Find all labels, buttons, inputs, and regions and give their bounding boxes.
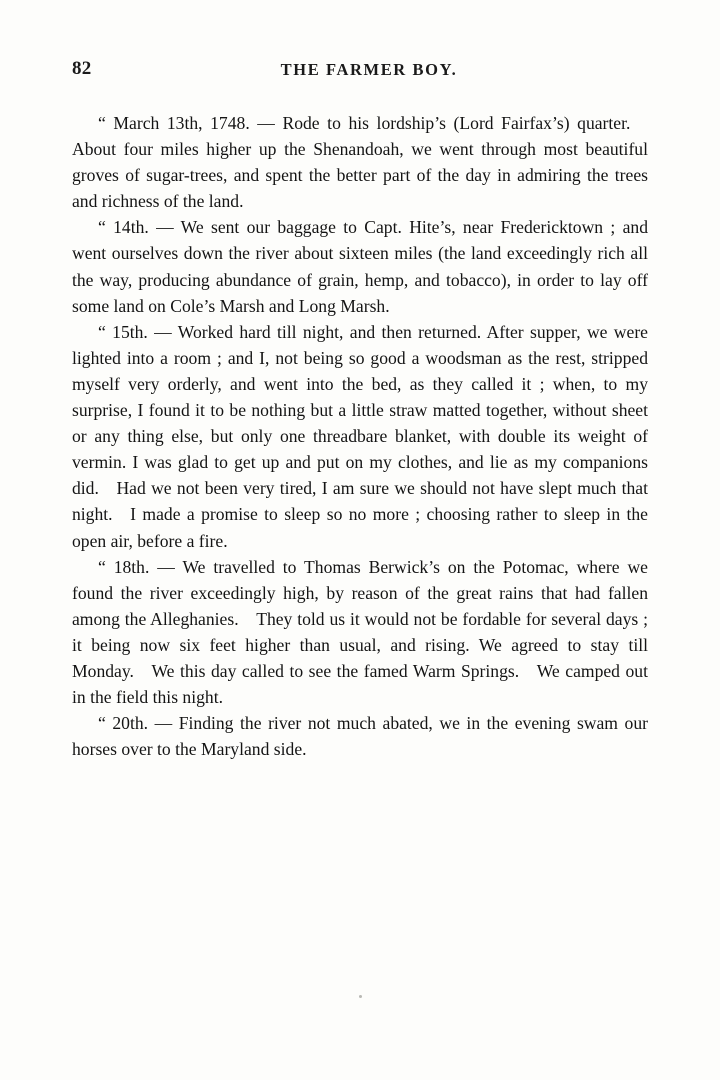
paragraph: “ 15th. — Worked hard till night, and then returned. After supper, we were lighted into a room ; and I, not being so good a woodsman as the rest, stripped myself very orderly, and went into the bed, as they called it ; when, to my surprise, I found it to be nothing but a little straw matted together, without sheet or any thing else, but only one threadbare blanket, with double its weight of vermin. I was glad to get up and put on my clothes, and lie as my companions did. Had we not been very tired, I am sure we should not have slept much that night. I made a promise to sleep so no more ; choosing rather to sleep in the open air, before a fire. (72, 321, 648, 551)
page-content (72, 58, 648, 762)
running-title: THE FARMER BOY. (280, 60, 458, 79)
paragraph: “ 20th. — Finding the river not much abated, we in the evening swam our horses over to the Maryland side. (72, 713, 648, 760)
page-number: 82 (72, 58, 92, 79)
body-text (72, 110, 648, 762)
paragraph: “ 18th. — We travelled to Thomas Berwick’s on the Potomac, where we found the river exceedingly high, by reason of the great rains that had fallen among the Alleghanies. They told us it would not be fordable for several days ; it being now six feet higher than usual, and rising. We agreed to stay till Monday. We this day called to see the famed Warm Springs. We camped out in the field this night. (72, 556, 648, 708)
paragraph: “ 14th. — We sent our baggage to Capt. Hite’s, near Fredericktown ; and went ourselves down the river about sixteen miles (the land exceedingly rich all the way, producing abundance of grain, hemp, and tobacco), in order to lay off some land on Cole’s Marsh and Long Marsh. (72, 217, 648, 316)
paragraph: “ March 13th, 1748. — Rode to his lordship’s (Lord Fairfax’s) quarter. About four miles higher up the Shenandoah, we went through most beautiful groves of sugar-trees, and spent the better part of the day in admiring the trees and richness of the land. (72, 113, 648, 212)
running-head (72, 58, 648, 88)
center-mark (359, 995, 362, 998)
